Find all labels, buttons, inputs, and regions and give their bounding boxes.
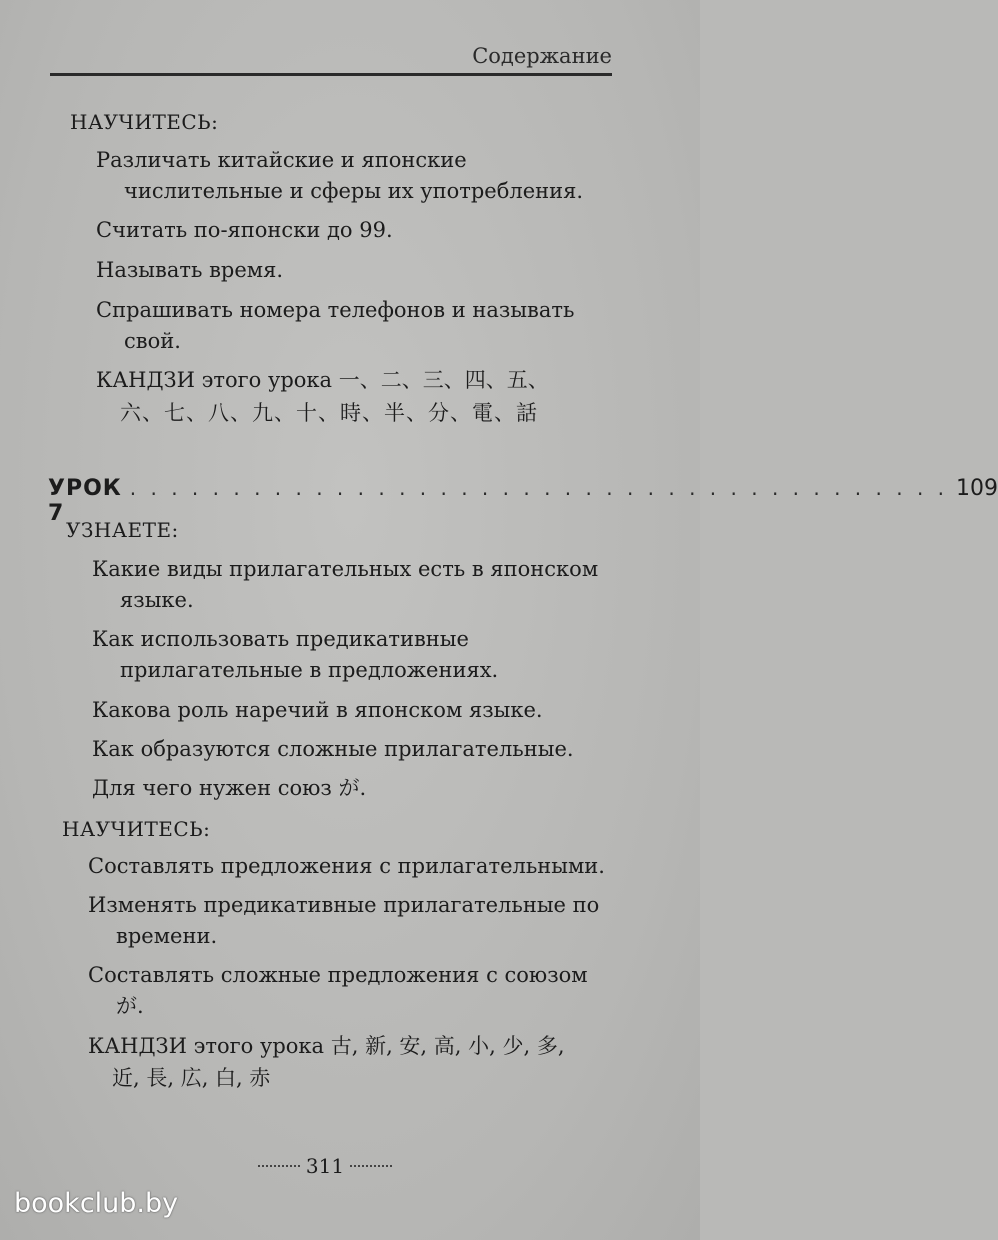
learn-item-1-line-1: Различать китайские и японские (96, 148, 467, 172)
folio-rule-left (258, 1165, 300, 1167)
learn2-item-2-line-2: времени. (116, 924, 218, 948)
know-item-4: Как образуются сложные прилагательные. (92, 737, 574, 761)
know-item-1-line-1: Какие виды прилагательных есть в японском (92, 557, 599, 581)
learn-item-3: Называть время. (96, 258, 284, 282)
header-rule (50, 73, 612, 76)
section-heading-know: УЗНАЕТЕ: (66, 518, 179, 542)
section-heading-learn-2: НАУЧИТЕСЬ: (62, 817, 211, 841)
learn2-item-2-line-1: Изменять предикативные прилагательные по (88, 893, 600, 917)
learn2-item-1: Составлять предложения с прилагательными. (88, 854, 605, 878)
know-item-1-line-2: языке. (120, 588, 194, 612)
learn-item-4-line-2: свой. (124, 329, 181, 353)
know-item-2-line-1: Как использовать предикативные (92, 627, 469, 651)
know-item-2-line-2: прилагательные в предложениях. (120, 658, 499, 682)
section-heading-learn: НАУЧИТЕСЬ: (70, 110, 219, 134)
folio-rule-right (350, 1165, 392, 1167)
page-number-text: 311 (305, 1154, 345, 1178)
watermark: bookclub.by (14, 1188, 179, 1219)
kanji-line-1: КАНДЗИ этого урока 一、二、三、四、五、 (96, 368, 549, 392)
learn-item-1-line-2: числительные и сферы их употребления. (124, 179, 584, 203)
learn-item-2: Считать по-японски до 99. (96, 218, 393, 242)
leader-dots: . . . . . . . . . . . . . . . . . . . . . . . . . . . . . . . . . . . . . . . . (129, 476, 949, 500)
kanji2-line-2: 近, 長, 広, 白, 赤 (112, 1066, 271, 1090)
lesson-title: УРОК 7 (48, 476, 122, 526)
page-number (258, 1154, 392, 1178)
kanji2-line-1: КАНДЗИ этого урока 古, 新, 安, 高, 小, 少, 多, (88, 1034, 565, 1058)
know-item-5: Для чего нужен союз が. (92, 776, 367, 800)
kanji-line-2: 六、七、八、九、十、時、半、分、電、話 (120, 401, 538, 425)
running-head: Содержание (472, 44, 612, 68)
lesson-page-number: 109 (956, 476, 998, 501)
learn2-item-3-line-2: が. (116, 994, 144, 1018)
learn2-item-3-line-1: Составлять сложные предложения с союзом (88, 963, 588, 987)
know-item-3: Какова роль наречий в японском языке. (92, 698, 543, 722)
learn-item-4-line-1: Спрашивать номера телефонов и называть (96, 298, 575, 322)
